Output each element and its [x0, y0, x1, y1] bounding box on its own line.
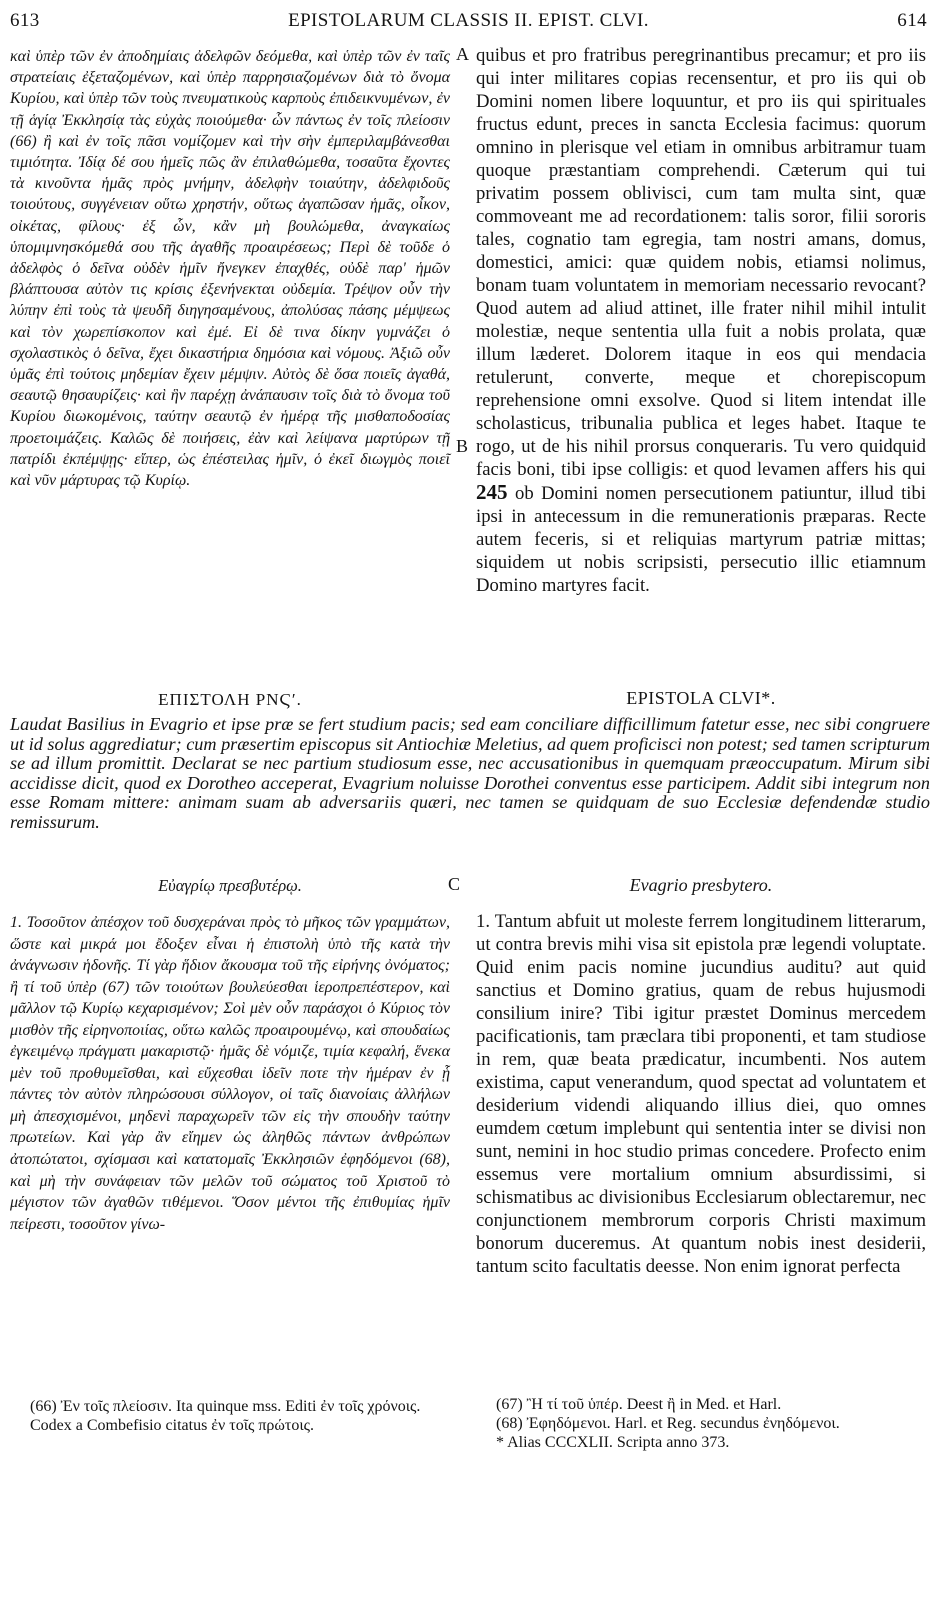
footnote: * Alias CCCXLII. Scripta anno 373.	[496, 1434, 730, 1451]
column-number: 245	[476, 480, 508, 504]
footnote: (67) Ἢ τί τοῦ ὑπέρ. Deest ἢ in Med. et Harl.	[496, 1396, 782, 1413]
margin-marker-c: C	[448, 874, 461, 894]
greek-text-top: καὶ ὑπὲρ τῶν ἐν ἀποδημίαις ἀδελφῶν δεόμεθα, καὶ ὑπὲρ τῶν ἐν ταῖς στρατείαις ἐξεταζομένων, καὶ ὑπὲρ παρρησιαζομένων διὰ τὸ ὄνομα Κυρίου, καὶ ὑπὲρ τῶν τοὺς πνευματικοὺς καρποὺς ἐπιδεικνυμένων, ἐν τῇ ἁγίᾳ Ἐκκλησίᾳ τὰς εὐχὰς ποιούμεθα· ὧν πάντως ἐν τοῖς πλείοσιν (66) ἢ καὶ ἐν τοῖς πᾶσι νομίζομεν καὶ τὴν σὴν ἐμπεριλαμβάνεσθαι τιμιότητα. Ἰδίᾳ δέ σου ἡμεῖς πῶς ἂν ἐπιλαθώμεθα, τοσαῦτα ἔχοντες τὰ κινοῦντα ἡμᾶς πρὸς μνήμην, ἀδελφὴν τοιαύτην, ἀδελφιδοῦς τοιούτους, συγγένειαν οὕτω χρηστήν, οὕτως ἀγαπῶσαν ἡμᾶς, οἶκον, οἰκέτας, φίλους· ἐξ ὧν, κἂν μὴ βουλώμεθα, ἀναγκαίως ὑπομιμνησκόμεθά σου τῆς ἀγαθῆς προαιρέσεως; Περὶ δὲ τοῦδε ὁ ἀδελφὸς ὁ δεῖνα οὐδὲν ἡμῖν ἤνεγκεν ἐπαχθές, οὐδὲ παρ' ἡμῶν βλάπτουσα αὐτὸν τις κρίσις ἐξενήνεκται οὐδεμία. Τρέψον οὖν τὴν λύπην ἐπὶ τοὺς τὰ ψευδῆ διηγησαμένους, ἀπολύσας πάσης μέμψεως καὶ τὸν χωρεπίσκοπον καὶ ἐμέ. Εἰ δὲ τινα δίκην γυμνάζει ὁ σχολαστικὸς ὁ δεῖνα, ἔχει δικαστήρια δημόσια καὶ νόμους. Ἀξιῶ οὖν ὑμᾶς ἐπὶ τούτοις μηδεμίαν ἔχειν μέμψιν. Αὐτὸς δὲ ὅσα ποιεῖς ἀγαθά, σεαυτῷ θησαυρίζεις· καὶ ἣν παρέχῃ ἀνάπαυσιν τοῖς διὰ τὸ ὄνομα τοῦ Κυρίου διωκομένοις, ταύτην σεαυτῷ ἐν ἡμέρᾳ τῆς μισθαποδοσίας προετοιμάζεις. Καλῶς δὲ ποιήσεις, ἐὰν καὶ λείψανα μαρτύρων τῇ πατρίδι ἐκπέμψῃς· εἴπερ, ὡς ἐπέστειλας ἡμῖν, ὁ ἐκεῖ διωγμὸς ποιεῖ καὶ νῦν μάρτυρας τῷ Κυρίῳ.	[10, 48, 450, 490]
latin-text-top	[476, 44, 926, 597]
latin-text-bottom: 1. Tantum abfuit ut moleste ferrem longitudinem litterarum, ut contra brevis mihi visa sit epistola præ legendi voluptate. Quid enim pacis nomine jucundius auditu? aut quid sanctius et Domino gratius, quam de rebus hujusmodi consilium inire? Tibi igitur præstet Dominus mercedem pacificationis, tam præclara tibi proponenti, et tam studiose in rem, quæ beata prædicatur, incumbenti. Nos autem existima, caput venerandum, quod spectat ad voluntatem et desiderium videndi aliquando illius diei, quo omnes eumdem cœtum implebunt qui sententia inter se divisi non sunt, nemini in hoc studio primas concedere. Profecto enim essemus vere mortalium omnium absurdissimi, si schismatibus ac divisionibus Ecclesiarum oblectaremur, nec conjunctionem membrorum corporis Christi maximum bonorum duceremus. At quantum nobis inest desiderii, tantum scito facultatis deesse. Non enim ignorat perfecta	[476, 911, 926, 1277]
page-header	[10, 10, 927, 40]
page-number-left: 613	[10, 10, 40, 31]
margin-marker-a: A	[456, 44, 469, 64]
address-latin: Evagrio presbytero.	[629, 875, 773, 895]
running-title: EPISTOLARUM CLASSIS II. EPIST. CLVI.	[288, 10, 649, 31]
epistle-title-latin: EPISTOLA CLVI*.	[626, 688, 776, 708]
footnote: (66) Ἐν τοῖς πλείοσιν. Ita quinque mss. Editi ἐν τοῖς χρόνοις. Codex a Combefisio citatus ἐν τοῖς πρώτοις.	[30, 1398, 421, 1434]
greek-text-bottom: 1. Τοσοῦτον ἀπέσχον τοῦ δυσχεράναι πρὸς τὸ μῆκος τῶν γραμμάτων, ὥστε καὶ μικρά μοι ἔδοξεν εἶναι ἡ ἐπιστολὴ ὑπὸ τῆς κατὰ τὴν ἀνάγνωσιν ἡδονῆς. Τί γὰρ ἥδιον ἄκουσμα τοῦ τῆς εἰρήνης ὀνόματος; ἢ τί τοῦ ὑπὲρ (67) τῶν τοιούτων βουλεύεσθαι ἱεροπρεπέστερον, καὶ μᾶλλον τῷ Κυρίῳ κεχαρισμένον; Σοὶ μὲν οὖν παράσχοι ὁ Κύριος τὸν μισθὸν τῆς εἰρηνοποιίας, οὕτω καλῶς προαιρουμένῳ, καὶ σπουδαίως ἐγκειμένῳ πράγματι μακαριστῷ· ἡμᾶς δὲ νόμιζε, τιμία κεφαλή, ἕνεκα μὲν τοῦ προθυμεῖσθαι, καὶ εὔχεσθαι ἰδεῖν ποτε τὴν ἡμέραν ἐν ᾗ πάντες τὸν αὐτὸν πληρώσουσι σύλλογον, οἱ ταῖς διανοίαις ἀλλήλων μὴ ἀπεσχισμένοι, μηδενὶ παραχωρεῖν τῶν εἰς τὴν σπουδὴν ταύτην πρωτείων. Καὶ γὰρ ἂν εἴημεν ὡς ἀληθῶς πάντων ἀνθρώπων ἀτοπώτατοι, σχίσμασι καὶ κατατομαῖς Ἐκκλησιῶν ἐφηδόμενοι (68), καὶ μὴ τὴν συνάφειαν τῶν μελῶν τοῦ σώματος τοῦ Χριστοῦ τὸ μέγιστον τῶν ἀγαθῶν τιθέμενοι. Ὅσον μέντοι τῆς ἐπιθυμίας ἡμῖν πείρεστι, τοσοῦτον γίνω-	[10, 914, 450, 1233]
argument-summary: Laudat Basilius in Evagrio et ipse præ se fert studium pacis; sed eam conciliare difficillimum fatetur esse, nec sibi congruere ut id solus aggrediatur; cum præsertim episcopus sit Antiochiæ Meletius, ad quem proficisci non potest; sed tamen scripturum se ad illum promittit. Declarat se nec partium studiosum esse, nec accusationibus in quemquam præoccupatum. Mirum sibi accidisse dicit, quod ex Dorotheo acceperat, Evagrium noluisse Dorothei conventus esse participem. Addit sibi integrum non esse Romam mittere: animam suam ab adversariis quæri, nec tamen se quidquam de suo Ecclesiæ defendendæ studio remissurum.	[10, 714, 930, 832]
margin-marker-b: B	[456, 436, 469, 456]
footnote: (68) Ἐφηδόμενοι. Harl. et Reg. secundus ἐνηδόμενοι.	[496, 1415, 840, 1432]
latin-text-top-part-2: ob Domini nomen persecutionem patiuntur, illud tibi ipsi in antecessum in die remunerationis præparas. Recte autem feceris, si et reliquias martyrum patriæ mittas; siquidem ut nobis scripsisti, persecutio illic etiamnum Domino martyres facit.	[476, 483, 927, 596]
latin-text-top-part-1: quibus et pro fratribus peregrinantibus precamur; et pro iis qui inter militares copias recensentur, et pro iis qui ob Domini nomen libere loquuntur, et pro iis qui spirituales fructus edunt, preces in sancta Ecclesia facimus: quorum omnino in plerisque vel etiam in omnibus arbitramur tuam quoque præstantiam comprehendi. Cæterum qui tui privatim possem oblivisci, cum tam multa sint, quæ commoveant me ad recordationem: talis soror, filii sororis tales, cognatio tam egregia, tam nostri amans, domus, domestici, amici: quæ quidem nobis, etiamsi nolimus, bonam tuam voluntatem in memoriam necessario revocant? Quod autem ad aliud attinet, ille frater nihil mihil intulit molestiæ, neque sententia ulla fuit a nobis prolata, quæ illum læderet. Dolorem itaque in eos qui mendacia retulerunt, converte, meque et chorepiscopum reprehensione omni exsolve. Quod si litem intendat ille scholasticus, tribunalia publica et leges habet. Itaque te rogo, ut de his nihil prorsus conqueraris. Tu vero quidquid facis boni, tibi ipse colligis: et quod levamen affers his qui	[476, 45, 926, 480]
address-greek: Εὐαγρίῳ πρεσβυτέρῳ.	[158, 876, 302, 895]
footnotes-latin	[496, 1395, 926, 1452]
epistle-title-greek: ΕΠΙΣΤΟΛΗ ΡΝϚʹ.	[158, 690, 302, 709]
page-number-right: 614	[897, 10, 927, 31]
footnotes-greek	[30, 1397, 450, 1435]
